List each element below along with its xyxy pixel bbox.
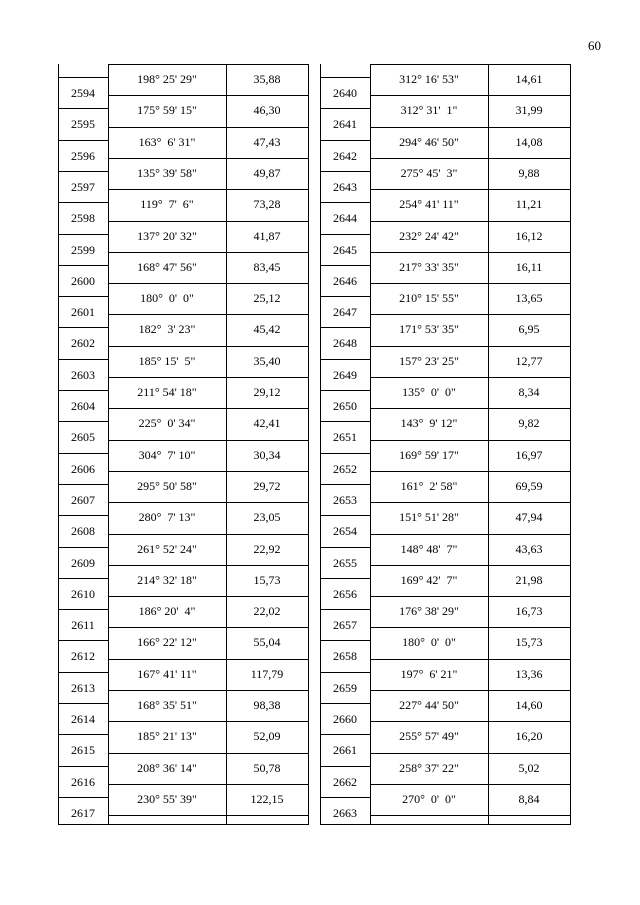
distance-cell: 46,30 <box>253 103 281 118</box>
angle-cell: 232° 24' 42" <box>399 228 459 243</box>
point-number-cell: 2651 <box>333 430 357 445</box>
point-rule <box>58 327 108 328</box>
angle-cell: 255° 57' 49" <box>399 729 459 744</box>
distance-cell: 14,61 <box>515 72 543 86</box>
point-rule <box>320 108 370 109</box>
segment-rule <box>370 252 570 253</box>
point-rule <box>58 547 108 548</box>
point-number-cell: 2609 <box>71 555 95 570</box>
point-rule <box>58 234 108 235</box>
point-number-cell: 2608 <box>71 524 95 539</box>
point-rule <box>58 703 108 704</box>
segment-rule <box>370 534 570 535</box>
angle-cell: 304° 7' 10" <box>138 447 196 462</box>
point-rule <box>58 296 108 297</box>
angle-cell: 135° 0' 0" <box>402 385 456 399</box>
column-divider <box>58 64 59 825</box>
point-number-cell: 2661 <box>333 743 357 758</box>
angle-cell: 167° 41' 11" <box>137 666 197 681</box>
segment-rule <box>108 408 308 409</box>
angle-cell: 294° 46' 50" <box>399 134 459 149</box>
distance-cell: 21,98 <box>515 572 543 587</box>
angle-cell: 168° 35' 51" <box>137 698 197 712</box>
angle-cell: 227° 44' 50" <box>399 698 459 712</box>
segment-rule <box>108 377 308 378</box>
point-rule <box>320 234 370 235</box>
point-rule <box>58 390 108 391</box>
distance-cell: 25,12 <box>253 291 281 306</box>
point-rule <box>58 515 108 516</box>
segment-rule <box>370 283 570 284</box>
segment-rule <box>108 314 308 315</box>
distance-cell: 11,21 <box>515 197 543 212</box>
point-number-cell: 2605 <box>71 430 95 445</box>
angle-cell: 261° 52' 24" <box>137 541 197 556</box>
angle-cell: 169° 59' 17" <box>399 447 459 462</box>
point-rule <box>320 797 370 798</box>
segment-rule <box>370 408 570 409</box>
distance-cell: 117,79 <box>250 666 284 681</box>
point-rule <box>58 359 108 360</box>
point-number-cell: 2641 <box>333 117 357 132</box>
segment-rule <box>108 784 308 785</box>
distance-cell: 15,73 <box>515 635 543 650</box>
point-number-cell: 2642 <box>333 148 357 163</box>
segment-rule <box>108 690 308 691</box>
angle-cell: 166° 22' 12" <box>137 635 197 650</box>
point-number-cell: 2614 <box>71 712 95 726</box>
point-rule <box>320 140 370 141</box>
point-number-cell: 2615 <box>71 743 95 758</box>
segment-rule <box>370 377 570 378</box>
point-number-cell: 2601 <box>71 305 95 320</box>
column-divider <box>320 64 321 825</box>
point-number-cell: 2598 <box>71 211 95 226</box>
point-number-cell: 2607 <box>71 492 95 507</box>
point-number-cell: 2606 <box>71 461 95 476</box>
point-number-cell: 2612 <box>71 649 95 664</box>
angle-cell: 312° 16' 53" <box>399 72 459 86</box>
point-rule <box>320 734 370 735</box>
segment-rule <box>108 189 308 190</box>
distance-cell: 73,28 <box>253 197 281 212</box>
angle-cell: 185° 15' 5" <box>138 353 196 368</box>
segment-rule <box>108 627 308 628</box>
point-number-cell: 2596 <box>71 148 95 163</box>
angle-cell: 275° 45' 3" <box>400 165 458 180</box>
angle-cell: 180° 0' 0" <box>402 635 456 650</box>
point-rule <box>320 609 370 610</box>
point-number-cell: 2602 <box>71 336 95 351</box>
point-number-cell: 2646 <box>333 273 357 288</box>
angle-cell: 210° 15' 55" <box>399 291 459 306</box>
table-bottom-rule <box>58 824 308 825</box>
point-rule <box>58 672 108 673</box>
angle-cell: 157° 23' 25" <box>399 353 459 368</box>
segment-rule <box>108 440 308 441</box>
point-rule <box>320 453 370 454</box>
table-top-rule <box>370 64 570 65</box>
point-rule <box>58 578 108 579</box>
segment-rule <box>108 659 308 660</box>
point-rule <box>58 453 108 454</box>
angle-cell: 208° 36' 14" <box>137 760 197 775</box>
angle-cell: 270° 0' 0" <box>402 791 456 806</box>
distance-cell: 9,82 <box>518 416 540 431</box>
distance-cell: 16,73 <box>515 604 543 619</box>
segment-rule <box>370 502 570 503</box>
angle-cell: 135° 39' 58" <box>137 165 197 180</box>
point-rule <box>58 734 108 735</box>
point-number-cell: 2640 <box>333 86 357 100</box>
point-number-cell: 2653 <box>333 492 357 507</box>
segment-rule <box>108 721 308 722</box>
distance-cell: 52,09 <box>253 729 281 744</box>
angle-cell: 175° 59' 15" <box>137 103 197 118</box>
point-number-cell: 2611 <box>71 618 95 633</box>
point-rule <box>320 265 370 266</box>
table-top-rule <box>108 64 308 65</box>
angle-cell: 230° 55' 39" <box>137 791 197 806</box>
point-rule <box>320 171 370 172</box>
angle-cell: 137° 20' 32" <box>137 228 197 243</box>
angle-cell: 182° 3' 23" <box>138 322 196 337</box>
distance-cell: 14,08 <box>515 134 543 149</box>
angle-cell: 258° 37' 22" <box>399 760 459 775</box>
angle-cell: 280° 7' 13" <box>138 510 196 525</box>
point-number-cell: 2597 <box>71 179 95 194</box>
point-number-cell: 2617 <box>71 805 95 820</box>
point-number-cell: 2645 <box>333 242 357 257</box>
distance-cell: 30,34 <box>253 447 281 462</box>
segment-rule <box>370 471 570 472</box>
segment-rule <box>370 815 570 816</box>
segment-rule <box>108 95 308 96</box>
point-rule <box>58 265 108 266</box>
distance-cell: 8,34 <box>518 385 540 399</box>
distance-cell: 13,65 <box>515 291 543 306</box>
segment-rule <box>370 127 570 128</box>
distance-cell: 43,63 <box>515 541 543 556</box>
angle-cell: 169° 42' 7" <box>400 572 458 587</box>
distance-cell: 13,36 <box>515 666 543 681</box>
distance-cell: 23,05 <box>253 510 281 525</box>
point-rule <box>58 484 108 485</box>
distance-cell: 31,99 <box>515 103 543 118</box>
angle-cell: 161° 2' 58" <box>400 478 458 493</box>
angle-cell: 148° 48' 7" <box>400 541 458 556</box>
point-number-cell: 2644 <box>333 211 357 226</box>
table-bottom-rule <box>320 824 570 825</box>
angle-cell: 176° 38' 29" <box>399 604 459 619</box>
point-rule <box>58 640 108 641</box>
segment-rule <box>108 283 308 284</box>
segment-rule <box>370 721 570 722</box>
distance-cell: 69,59 <box>515 478 543 493</box>
segment-rule <box>370 596 570 597</box>
point-number-cell: 2660 <box>333 712 357 726</box>
point-number-cell: 2643 <box>333 179 357 194</box>
point-rule <box>320 703 370 704</box>
distance-cell: 16,11 <box>515 259 543 274</box>
distance-cell: 16,20 <box>515 729 543 744</box>
point-rule <box>320 640 370 641</box>
angle-cell: 171° 53' 35" <box>399 322 459 337</box>
point-rule <box>58 766 108 767</box>
segment-rule <box>108 596 308 597</box>
segment-rule <box>108 565 308 566</box>
point-number-cell: 2654 <box>333 524 357 539</box>
point-number-cell: 2650 <box>333 399 357 413</box>
segment-rule <box>370 627 570 628</box>
angle-cell: 225° 0' 34" <box>138 416 196 431</box>
segment-rule <box>108 346 308 347</box>
point-number-cell: 2594 <box>71 86 95 100</box>
angle-cell: 295° 50' 58" <box>137 478 197 493</box>
distance-cell: 49,87 <box>253 165 281 180</box>
point-rule <box>58 140 108 141</box>
distance-cell: 5,02 <box>518 760 540 775</box>
distance-cell: 22,02 <box>253 604 281 619</box>
angle-cell: 197° 6' 21" <box>400 666 458 681</box>
point-number-cell: 2603 <box>71 367 95 382</box>
point-number-cell: 2613 <box>71 680 95 695</box>
point-rule <box>320 202 370 203</box>
distance-cell: 14,60 <box>515 698 543 712</box>
segment-rule <box>370 346 570 347</box>
distance-cell: 35,88 <box>253 72 281 86</box>
segment-rule <box>370 784 570 785</box>
distance-cell: 47,43 <box>253 134 281 149</box>
distance-cell: 12,77 <box>515 353 543 368</box>
point-rule <box>58 77 108 78</box>
point-rule <box>320 578 370 579</box>
distance-cell: 47,94 <box>515 510 543 525</box>
distance-cell: 45,42 <box>253 322 281 337</box>
angle-cell: 217° 33' 35" <box>399 259 459 274</box>
point-number-cell: 2616 <box>71 774 95 789</box>
survey-table-left <box>58 64 308 825</box>
angle-cell: 163° 6' 31" <box>138 134 196 149</box>
angle-cell: 312° 31' 1" <box>400 103 458 118</box>
angle-cell: 151° 51' 28" <box>399 510 459 525</box>
distance-cell: 41,87 <box>253 228 281 243</box>
distance-cell: 98,38 <box>253 698 281 712</box>
segment-rule <box>108 753 308 754</box>
distance-cell: 16,12 <box>515 228 543 243</box>
point-rule <box>58 108 108 109</box>
angle-cell: 198° 25' 29" <box>137 72 197 86</box>
segment-rule <box>108 815 308 816</box>
segment-rule <box>108 158 308 159</box>
distance-cell: 29,12 <box>253 385 281 399</box>
point-number-cell: 2663 <box>333 805 357 820</box>
distance-cell: 35,40 <box>253 353 281 368</box>
distance-cell: 55,04 <box>253 635 281 650</box>
angle-cell: 254° 41' 11" <box>399 197 459 212</box>
angle-cell: 180° 0' 0" <box>140 291 194 306</box>
point-number-cell: 2662 <box>333 774 357 789</box>
point-rule <box>58 421 108 422</box>
point-rule <box>58 797 108 798</box>
point-number-cell: 2649 <box>333 367 357 382</box>
distance-cell: 9,88 <box>518 165 540 180</box>
segment-rule <box>108 502 308 503</box>
point-rule <box>320 327 370 328</box>
point-number-cell: 2652 <box>333 461 357 476</box>
point-number-cell: 2604 <box>71 399 95 413</box>
angle-cell: 119° 7' 6" <box>140 197 194 212</box>
distance-cell: 22,92 <box>253 541 281 556</box>
point-number-cell: 2647 <box>333 305 357 320</box>
segment-rule <box>370 690 570 691</box>
point-number-cell: 2657 <box>333 618 357 633</box>
segment-rule <box>108 252 308 253</box>
point-number-cell: 2648 <box>333 336 357 351</box>
distance-cell: 42,41 <box>253 416 281 431</box>
distance-cell: 15,73 <box>253 572 281 587</box>
segment-rule <box>370 189 570 190</box>
column-divider <box>570 64 571 825</box>
point-rule <box>58 202 108 203</box>
segment-rule <box>108 127 308 128</box>
angle-cell: 214° 32' 18" <box>137 572 197 587</box>
point-rule <box>320 77 370 78</box>
segment-rule <box>370 158 570 159</box>
segment-rule <box>108 221 308 222</box>
point-rule <box>320 672 370 673</box>
segment-rule <box>108 471 308 472</box>
segment-rule <box>370 314 570 315</box>
point-number-cell: 2659 <box>333 680 357 695</box>
point-number-cell: 2595 <box>71 117 95 132</box>
point-number-cell: 2610 <box>71 586 95 601</box>
segment-rule <box>108 534 308 535</box>
angle-cell: 168° 47' 56" <box>137 259 197 274</box>
column-divider <box>308 64 309 825</box>
point-rule <box>58 609 108 610</box>
segment-rule <box>370 565 570 566</box>
point-number-cell: 2600 <box>71 273 95 288</box>
angle-cell: 185° 21' 13" <box>137 729 197 744</box>
segment-rule <box>370 659 570 660</box>
point-rule <box>320 484 370 485</box>
point-rule <box>320 515 370 516</box>
segment-rule <box>370 753 570 754</box>
point-number-cell: 2599 <box>71 242 95 257</box>
point-number-cell: 2658 <box>333 649 357 664</box>
point-rule <box>320 421 370 422</box>
distance-cell: 16,97 <box>515 447 543 462</box>
distance-cell: 122,15 <box>250 791 284 806</box>
segment-rule <box>370 95 570 96</box>
distance-cell: 50,78 <box>253 760 281 775</box>
distance-cell: 29,72 <box>253 478 281 493</box>
point-rule <box>320 766 370 767</box>
point-rule <box>320 390 370 391</box>
segment-rule <box>370 221 570 222</box>
distance-cell: 8,84 <box>518 791 540 806</box>
distance-cell: 83,45 <box>253 259 281 274</box>
survey-table-right <box>320 64 570 825</box>
point-number-cell: 2655 <box>333 555 357 570</box>
page-number: 60 <box>588 38 601 53</box>
segment-rule <box>370 440 570 441</box>
angle-cell: 211° 54' 18" <box>137 385 197 399</box>
point-rule <box>320 359 370 360</box>
point-rule <box>58 171 108 172</box>
point-number-cell: 2656 <box>333 586 357 601</box>
angle-cell: 186° 20' 4" <box>138 604 196 619</box>
point-rule <box>320 296 370 297</box>
angle-cell: 143° 9' 12" <box>400 416 458 431</box>
point-rule <box>320 547 370 548</box>
distance-cell: 6,95 <box>518 322 540 337</box>
